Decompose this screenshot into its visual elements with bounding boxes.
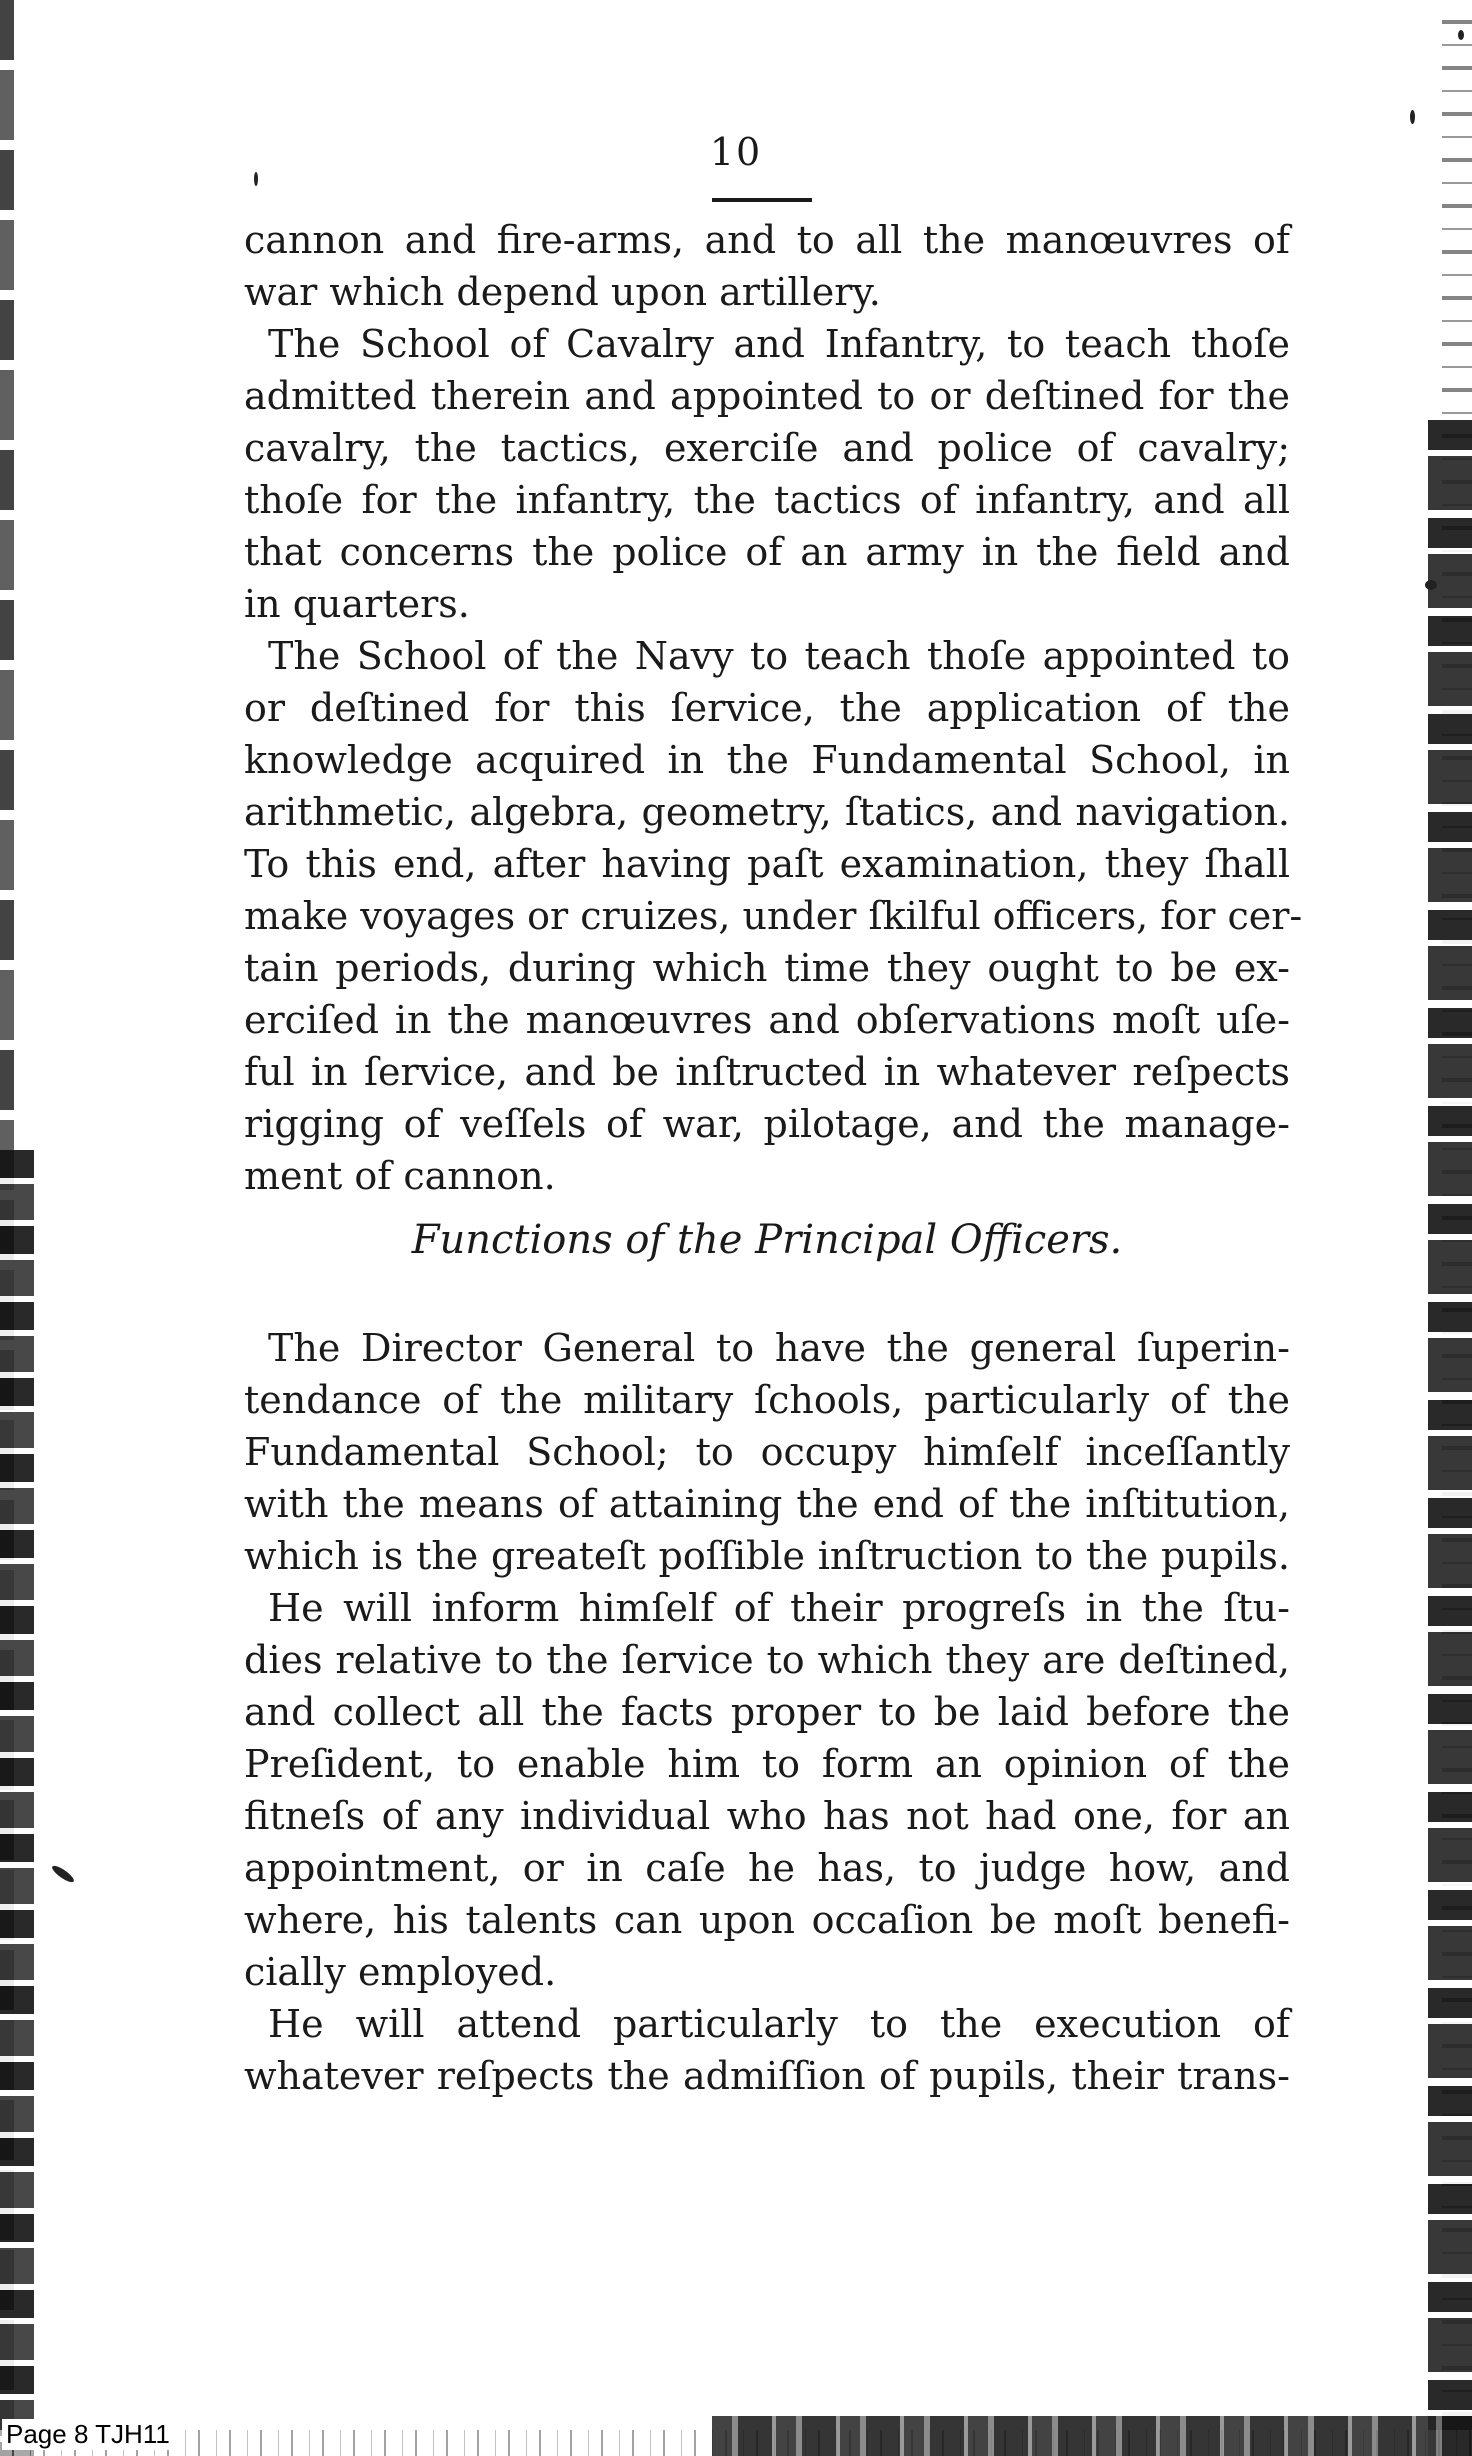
text-line: with the means of attaining the end of the inſtitution,	[244, 1482, 1290, 1526]
text-line: rigging of veſſels of war, pilotage, and the manage-	[244, 1102, 1290, 1146]
text-line: war which depend upon artillery.	[244, 270, 881, 314]
text-line: and collect all the facts proper to be laid before the	[244, 1690, 1290, 1734]
scan-edge-right-dark	[1428, 420, 1472, 2456]
scan-edge-left-dark	[0, 1150, 34, 2456]
text-line: dies relative to the ſervice to which they are deſtined,	[244, 1638, 1290, 1682]
scan-speck	[1458, 30, 1464, 40]
section-heading: Functions of the Principal Officers.	[411, 1217, 1123, 1263]
header-rule	[712, 198, 812, 202]
text-line: which is the greateſt poſſible inſtruction to the pupils.	[244, 1534, 1290, 1578]
page-footer-label: Page 8 TJH11	[2, 2419, 174, 2450]
text-line: cannon and fire-arms, and to all the manœuvres of	[244, 218, 1290, 262]
text-line: tain periods, during which time they ought to be ex-	[244, 946, 1290, 990]
text-line: ment of cannon.	[244, 1154, 556, 1198]
scan-speck	[1410, 110, 1415, 124]
text-line: thoſe for the infantry, the tactics of infantry, and all	[244, 478, 1290, 522]
text-line: tendance of the military ſchools, particularly of the	[244, 1378, 1290, 1422]
text-line: The School of the Navy to teach thoſe appointed to	[268, 634, 1290, 678]
text-line: fitneſs of any individual who has not had one, for an	[244, 1794, 1290, 1838]
text-line: Preſident, to enable him to form an opinion of the	[244, 1742, 1290, 1786]
text-line: arithmetic, algebra, geometry, ſtatics, and navigation.	[244, 790, 1290, 834]
body-text-section-1	[244, 214, 1303, 1202]
text-line: make voyages or cruizes, under ſkilful officers, for cer-	[244, 894, 1303, 938]
text-line: that concerns the police of an army in the field and	[244, 530, 1290, 574]
text-line: To this end, after having paſt examination, they ſhall	[244, 842, 1290, 886]
text-line: appointment, or in caſe he has, to judge how, and	[244, 1846, 1290, 1890]
text-line: erciſed in the manœuvres and obſervations moſt uſe-	[244, 998, 1290, 1042]
text-line: The School of Cavalry and Infantry, to teach thoſe	[268, 322, 1290, 366]
text-line: cavalry, the tactics, exerciſe and police of cavalry;	[244, 426, 1290, 470]
scan-speck	[1425, 580, 1437, 590]
text-line: where, his talents can upon occaſion be moſt benefi-	[244, 1898, 1290, 1942]
scan-speck	[50, 1863, 76, 1884]
text-line: The Director General to have the general ſuperin-	[268, 1326, 1290, 1370]
scan-edge-bottom-right	[712, 2416, 1472, 2456]
text-line: in quarters.	[244, 582, 470, 626]
scan-speck	[254, 172, 258, 186]
text-line: Fundamental School; to occupy himſelf inceſſantly	[244, 1430, 1290, 1474]
body-text-section-2	[244, 1322, 1290, 2102]
text-line: He will inform himſelf of their progreſs in the ſtu-	[268, 1586, 1290, 1630]
text-line: He will attend particularly to the execution of	[268, 2002, 1290, 2046]
text-line: knowledge acquired in the Fundamental School, in	[244, 738, 1290, 782]
text-line: or deſtined for this ſervice, the application of the	[244, 686, 1290, 730]
page-number: 10	[709, 130, 763, 174]
text-line: whatever reſpects the admiſſion of pupils, their trans-	[244, 2054, 1290, 2098]
text-line: cially employed.	[244, 1950, 557, 1994]
text-line: ful in ſervice, and be inſtructed in whatever reſpects	[244, 1050, 1290, 1094]
text-line: admitted therein and appointed to or deſtined for the	[244, 374, 1290, 418]
